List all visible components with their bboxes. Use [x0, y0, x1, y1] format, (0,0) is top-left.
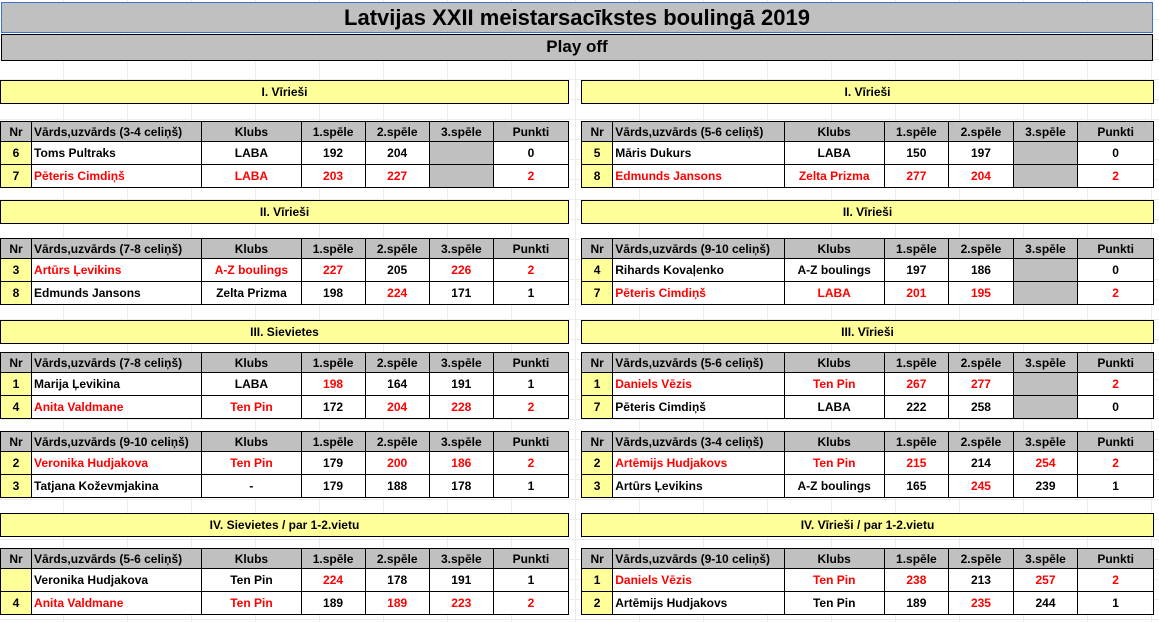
table-header-row: [1, 122, 569, 142]
table-row: [1, 569, 569, 592]
cell-g1: 277: [884, 165, 949, 188]
cell-g3: [1013, 142, 1078, 165]
cell-nr: 2: [582, 592, 613, 615]
column-header-club: Klubs: [202, 432, 301, 452]
results-table: [581, 431, 1154, 498]
cell-club: LABA: [784, 396, 884, 419]
column-header-g3: 3.spēle: [1013, 122, 1078, 142]
cell-club: Ten Pin: [202, 396, 301, 419]
cell-points: 1: [493, 373, 568, 396]
page-subtitle: Play off: [1, 34, 1153, 61]
section-header-iv-right: IV. Vīrieši / par 1-2.vietu: [581, 513, 1154, 537]
cell-g1: 224: [301, 569, 365, 592]
cell-g3: 186: [429, 452, 493, 475]
column-header-name: Vārds,uzvārds (7-8 celiņš): [32, 239, 202, 259]
table-row: [1, 396, 569, 419]
cell-g3: 254: [1013, 452, 1078, 475]
cell-g2: 204: [949, 165, 1014, 188]
cell-club: Ten Pin: [202, 592, 301, 615]
cell-g1: 198: [301, 373, 365, 396]
cell-points: 2: [493, 592, 568, 615]
column-header-points: Punkti: [1078, 432, 1154, 452]
cell-club: Ten Pin: [784, 569, 884, 592]
cell-club: -: [202, 475, 301, 498]
column-header-g3: 3.spēle: [1013, 239, 1078, 259]
column-header-g1: 1.spēle: [884, 432, 949, 452]
cell-points: 0: [493, 142, 568, 165]
results-table: [0, 548, 569, 615]
section-header-iii-right: III. Vīrieši: [581, 320, 1154, 344]
match-table: [0, 431, 569, 498]
column-header-g3: 3.spēle: [1013, 432, 1078, 452]
cell-g1: 198: [301, 282, 365, 305]
column-header-name: Vārds,uzvārds (9-10 celiņš): [613, 239, 784, 259]
section-header-ii-right: II. Vīrieši: [581, 200, 1154, 224]
cell-name: Pēteris Cimdiņš: [613, 282, 784, 305]
cell-g2: 214: [949, 452, 1014, 475]
column-header-name: Vārds,uzvārds (5-6 celiņš): [613, 353, 784, 373]
cell-g1: 189: [884, 592, 949, 615]
cell-g1: 203: [301, 165, 365, 188]
page-title: Latvijas XXII meistarsacīkstes boulingā 2019: [1, 2, 1153, 33]
cell-g3: 239: [1013, 475, 1078, 498]
cell-g1: 227: [301, 259, 365, 282]
column-header-club: Klubs: [202, 122, 301, 142]
match-table: [581, 238, 1154, 305]
results-table: [581, 238, 1154, 305]
cell-points: 0: [1078, 259, 1154, 282]
cell-points: 0: [1078, 396, 1154, 419]
cell-nr: 6: [1, 142, 32, 165]
cell-g2: 189: [365, 592, 429, 615]
cell-name: Tatjana Koževmjakina: [32, 475, 202, 498]
cell-g3: [1013, 259, 1078, 282]
table-row: [1, 475, 569, 498]
cell-g1: 222: [884, 396, 949, 419]
cell-points: 2: [1078, 165, 1154, 188]
cell-points: 2: [493, 396, 568, 419]
cell-g1: 192: [301, 142, 365, 165]
table-row: [582, 282, 1154, 305]
cell-g1: 150: [884, 142, 949, 165]
column-header-points: Punkti: [493, 239, 568, 259]
column-header-club: Klubs: [784, 353, 884, 373]
cell-name: Veronika Hudjakova: [32, 569, 202, 592]
cell-g3: 223: [429, 592, 493, 615]
cell-club: LABA: [784, 282, 884, 305]
column-header-g1: 1.spēle: [301, 432, 365, 452]
table-header-row: [582, 239, 1154, 259]
cell-g3: [1013, 282, 1078, 305]
column-header-points: Punkti: [493, 549, 568, 569]
cell-name: Artūrs Ļevikins: [32, 259, 202, 282]
column-header-nr: Nr: [582, 122, 613, 142]
column-header-nr: Nr: [1, 549, 32, 569]
cell-nr: 2: [1, 452, 32, 475]
cell-name: Toms Pultraks: [32, 142, 202, 165]
cell-points: 1: [493, 569, 568, 592]
cell-g2: 258: [949, 396, 1014, 419]
cell-points: 2: [1078, 373, 1154, 396]
cell-g1: 267: [884, 373, 949, 396]
section-header-ii-left: II. Vīrieši: [0, 200, 569, 224]
cell-g1: 165: [884, 475, 949, 498]
cell-g2: 227: [365, 165, 429, 188]
cell-nr: 7: [582, 396, 613, 419]
cell-name: Artēmijs Hudjakovs: [613, 592, 784, 615]
column-header-nr: Nr: [582, 432, 613, 452]
cell-nr: 4: [1, 592, 32, 615]
cell-nr: 7: [582, 282, 613, 305]
column-header-nr: Nr: [582, 353, 613, 373]
cell-club: LABA: [202, 373, 301, 396]
cell-club: A-Z boulings: [784, 475, 884, 498]
cell-g3: [1013, 373, 1078, 396]
column-header-g2: 2.spēle: [365, 432, 429, 452]
column-header-g1: 1.spēle: [301, 353, 365, 373]
cell-g1: 215: [884, 452, 949, 475]
column-header-g3: 3.spēle: [429, 239, 493, 259]
cell-nr: 4: [582, 259, 613, 282]
cell-name: Artūrs Ļevikins: [613, 475, 784, 498]
cell-g3: 257: [1013, 569, 1078, 592]
table-row: [582, 165, 1154, 188]
cell-g2: 235: [949, 592, 1014, 615]
column-header-name: Vārds,uzvārds (9-10 celiņš): [613, 549, 784, 569]
cell-points: 0: [1078, 142, 1154, 165]
table-row: [582, 569, 1154, 592]
results-table: [581, 121, 1154, 188]
cell-nr: 3: [1, 475, 32, 498]
results-table: [0, 238, 569, 305]
table-row: [1, 373, 569, 396]
table-row: [1, 259, 569, 282]
cell-club: Ten Pin: [202, 452, 301, 475]
column-header-nr: Nr: [1, 353, 32, 373]
column-header-club: Klubs: [784, 239, 884, 259]
cell-points: 2: [1078, 452, 1154, 475]
match-table: [0, 548, 569, 615]
cell-points: 1: [493, 282, 568, 305]
cell-g3: 226: [429, 259, 493, 282]
cell-club: Ten Pin: [784, 373, 884, 396]
cell-name: Edmunds Jansons: [613, 165, 784, 188]
table-header-row: [1, 239, 569, 259]
cell-points: 2: [493, 165, 568, 188]
cell-nr: 8: [582, 165, 613, 188]
column-header-g1: 1.spēle: [301, 122, 365, 142]
cell-g3: [1013, 165, 1078, 188]
cell-g2: 204: [365, 396, 429, 419]
cell-g2: 197: [949, 142, 1014, 165]
cell-g2: 277: [949, 373, 1014, 396]
cell-club: LABA: [784, 142, 884, 165]
cell-g1: 172: [301, 396, 365, 419]
cell-g3: 171: [429, 282, 493, 305]
column-header-g1: 1.spēle: [301, 239, 365, 259]
cell-g2: 204: [365, 142, 429, 165]
column-header-points: Punkti: [1078, 353, 1154, 373]
cell-name: Anita Valdmane: [32, 396, 202, 419]
column-header-nr: Nr: [582, 239, 613, 259]
table-row: [582, 396, 1154, 419]
column-header-g2: 2.spēle: [949, 239, 1014, 259]
column-header-club: Klubs: [202, 239, 301, 259]
table-row: [1, 165, 569, 188]
cell-nr: 8: [1, 282, 32, 305]
cell-g3: [429, 165, 493, 188]
cell-g3: 191: [429, 569, 493, 592]
cell-nr: 5: [582, 142, 613, 165]
cell-g1: 238: [884, 569, 949, 592]
table-row: [582, 592, 1154, 615]
cell-g2: 200: [365, 452, 429, 475]
table-header-row: [582, 549, 1154, 569]
cell-points: 2: [1078, 282, 1154, 305]
column-header-name: Vārds,uzvārds (7-8 celiņš): [32, 353, 202, 373]
column-header-points: Punkti: [1078, 122, 1154, 142]
match-table: [0, 352, 569, 419]
cell-g2: 195: [949, 282, 1014, 305]
column-header-club: Klubs: [784, 122, 884, 142]
cell-points: 2: [493, 452, 568, 475]
cell-name: Pēteris Cimdiņš: [32, 165, 202, 188]
table-row: [1, 142, 569, 165]
column-header-points: Punkti: [493, 353, 568, 373]
table-header-row: [582, 432, 1154, 452]
cell-nr: 1: [1, 373, 32, 396]
table-header-row: [582, 353, 1154, 373]
table-header-row: [582, 122, 1154, 142]
cell-nr: 4: [1, 396, 32, 419]
table-row: [582, 373, 1154, 396]
column-header-points: Punkti: [493, 122, 568, 142]
table-row: [582, 475, 1154, 498]
cell-points: 2: [493, 259, 568, 282]
cell-club: LABA: [202, 142, 301, 165]
cell-club: Ten Pin: [784, 592, 884, 615]
match-table: [0, 121, 569, 188]
column-header-nr: Nr: [582, 549, 613, 569]
column-header-club: Klubs: [202, 353, 301, 373]
section-header-iv-left: IV. Sievietes / par 1-2.vietu: [0, 513, 569, 537]
match-table: [581, 121, 1154, 188]
cell-g2: 188: [365, 475, 429, 498]
cell-nr: 7: [1, 165, 32, 188]
cell-g3: [1013, 396, 1078, 419]
cell-nr: 3: [582, 475, 613, 498]
column-header-g2: 2.spēle: [949, 353, 1014, 373]
results-table: [0, 352, 569, 419]
cell-g3: [429, 142, 493, 165]
cell-nr: 3: [1, 259, 32, 282]
cell-name: Rihards Kovaļenko: [613, 259, 784, 282]
cell-g2: 186: [949, 259, 1014, 282]
cell-g1: 179: [301, 452, 365, 475]
table-row: [582, 142, 1154, 165]
cell-g2: 224: [365, 282, 429, 305]
cell-name: Marija Ļevikina: [32, 373, 202, 396]
column-header-g3: 3.spēle: [429, 549, 493, 569]
column-header-g2: 2.spēle: [365, 239, 429, 259]
table-header-row: [1, 549, 569, 569]
column-header-name: Vārds,uzvārds (5-6 celiņš): [613, 122, 784, 142]
cell-points: 1: [493, 475, 568, 498]
column-header-points: Punkti: [1078, 239, 1154, 259]
cell-nr: 1: [582, 373, 613, 396]
cell-name: Pēteris Cimdiņš: [613, 396, 784, 419]
cell-g3: 244: [1013, 592, 1078, 615]
section-header-i-left: I. Vīrieši: [0, 80, 569, 104]
column-header-club: Klubs: [784, 432, 884, 452]
column-header-nr: Nr: [1, 122, 32, 142]
results-table: [0, 431, 569, 498]
match-table: [581, 548, 1154, 615]
column-header-points: Punkti: [1078, 549, 1154, 569]
column-header-g3: 3.spēle: [1013, 353, 1078, 373]
column-header-g1: 1.spēle: [884, 353, 949, 373]
cell-g1: 189: [301, 592, 365, 615]
column-header-name: Vārds,uzvārds (3-4 celiņš): [613, 432, 784, 452]
column-header-g3: 3.spēle: [429, 122, 493, 142]
results-table: [581, 352, 1154, 419]
cell-club: LABA: [202, 165, 301, 188]
cell-g3: 191: [429, 373, 493, 396]
cell-club: A-Z boulings: [784, 259, 884, 282]
column-header-g2: 2.spēle: [949, 432, 1014, 452]
cell-club: A-Z boulings: [202, 259, 301, 282]
column-header-g2: 2.spēle: [949, 549, 1014, 569]
column-header-name: Vārds,uzvārds (9-10 celiņš): [32, 432, 202, 452]
cell-name: Artēmijs Hudjakovs: [613, 452, 784, 475]
cell-g2: 245: [949, 475, 1014, 498]
cell-g1: 201: [884, 282, 949, 305]
cell-g1: 179: [301, 475, 365, 498]
cell-name: Anita Valdmane: [32, 592, 202, 615]
cell-points: 1: [1078, 592, 1154, 615]
cell-club: Zelta Prizma: [784, 165, 884, 188]
cell-name: Edmunds Jansons: [32, 282, 202, 305]
cell-nr: 2: [582, 452, 613, 475]
cell-points: 1: [1078, 475, 1154, 498]
table-header-row: [1, 432, 569, 452]
column-header-g2: 2.spēle: [949, 122, 1014, 142]
table-row: [582, 452, 1154, 475]
cell-g2: 205: [365, 259, 429, 282]
column-header-nr: Nr: [1, 239, 32, 259]
match-table: [0, 238, 569, 305]
cell-nr: 1: [582, 569, 613, 592]
results-table: [581, 548, 1154, 615]
column-header-g3: 3.spēle: [429, 432, 493, 452]
table-row: [1, 592, 569, 615]
cell-g2: 164: [365, 373, 429, 396]
column-header-g1: 1.spēle: [884, 122, 949, 142]
cell-club: Ten Pin: [784, 452, 884, 475]
column-header-g1: 1.spēle: [301, 549, 365, 569]
column-header-nr: Nr: [1, 432, 32, 452]
cell-g3: 228: [429, 396, 493, 419]
cell-g2: 178: [365, 569, 429, 592]
column-header-g2: 2.spēle: [365, 122, 429, 142]
results-table: [0, 121, 569, 188]
cell-g3: 178: [429, 475, 493, 498]
cell-name: Daniels Vēzis: [613, 569, 784, 592]
cell-points: 2: [1078, 569, 1154, 592]
cell-club: Ten Pin: [202, 569, 301, 592]
match-table: [581, 431, 1154, 498]
table-row: [1, 282, 569, 305]
column-header-club: Klubs: [784, 549, 884, 569]
column-header-points: Punkti: [493, 432, 568, 452]
column-header-g1: 1.spēle: [884, 549, 949, 569]
cell-name: Veronika Hudjakova: [32, 452, 202, 475]
section-header-i-right: I. Vīrieši: [581, 80, 1154, 104]
match-table: [581, 352, 1154, 419]
cell-name: Māris Dukurs: [613, 142, 784, 165]
column-header-g3: 3.spēle: [1013, 549, 1078, 569]
table-header-row: [1, 353, 569, 373]
column-header-club: Klubs: [202, 549, 301, 569]
cell-g2: 213: [949, 569, 1014, 592]
cell-name: Daniels Vēzis: [613, 373, 784, 396]
table-row: [1, 452, 569, 475]
column-header-name: Vārds,uzvārds (3-4 celiņš): [32, 122, 202, 142]
table-row: [582, 259, 1154, 282]
cell-nr: [1, 569, 32, 592]
cell-g1: 197: [884, 259, 949, 282]
section-header-iii-left: III. Sievietes: [0, 320, 569, 344]
column-header-g2: 2.spēle: [365, 353, 429, 373]
column-header-g1: 1.spēle: [884, 239, 949, 259]
column-header-g3: 3.spēle: [429, 353, 493, 373]
cell-club: Zelta Prizma: [202, 282, 301, 305]
column-header-name: Vārds,uzvārds (5-6 celiņš): [32, 549, 202, 569]
column-header-g2: 2.spēle: [365, 549, 429, 569]
